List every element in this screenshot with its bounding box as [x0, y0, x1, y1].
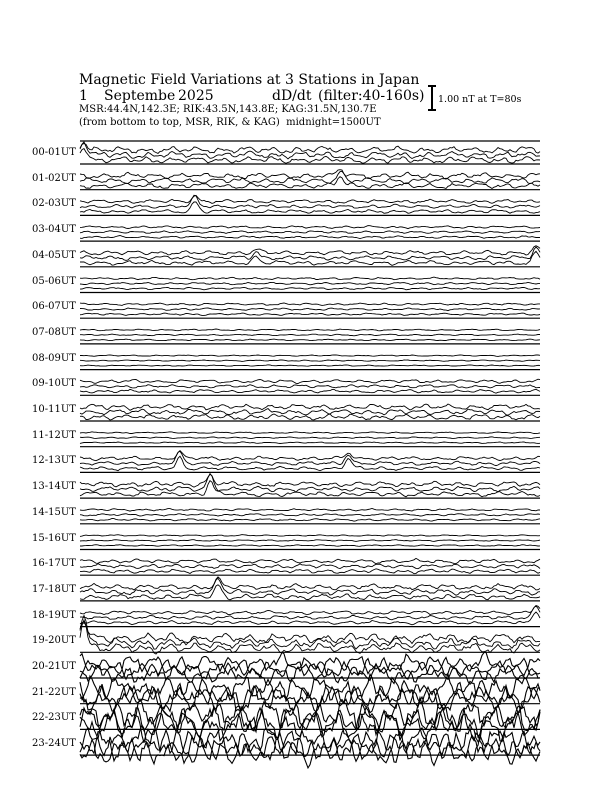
row-label-7: 07-08UT: [32, 326, 76, 338]
trace-KAG-row-14: [80, 509, 540, 512]
trace-KAG-row-8: [80, 355, 540, 357]
row-label-14: 14-15UT: [32, 506, 76, 518]
trace-MSR-row-9: [80, 389, 540, 393]
date-day: 1: [79, 88, 88, 104]
trace-RIK-row-3: [80, 231, 540, 234]
trace-KAG-row-16: [80, 558, 540, 563]
row-label-6: 06-07UT: [32, 301, 76, 313]
row-label-9: 09-10UT: [32, 378, 76, 390]
row-label-20: 20-21UT: [32, 661, 76, 672]
row-label-11: 11-12UT: [32, 429, 76, 441]
trace-RIK-row-9: [80, 385, 540, 388]
date-year: 2025: [178, 88, 214, 104]
trace-KAG-row-0: [80, 144, 540, 154]
row-label-4: 04-05UT: [32, 249, 76, 261]
row-label-5: 05-06UT: [32, 275, 76, 287]
trace-MSR-row-15: [80, 545, 540, 547]
row-label-8: 08-09UT: [32, 352, 76, 364]
trace-MSR-row-16: [80, 569, 540, 574]
trace-RIK-row-15: [80, 540, 540, 542]
order-note: (from bottom to top, MSR, RIK, & KAG): [79, 117, 280, 128]
trace-RIK-row-10: [80, 409, 540, 416]
trace-RIK-row-11: [80, 437, 540, 439]
row-label-15: 15-16UT: [32, 532, 76, 544]
trace-KAG-row-12: [80, 451, 540, 461]
trace-KAG-row-17: [80, 577, 540, 590]
trace-MSR-row-5: [80, 287, 540, 290]
station-coordinates: MSR:44.4N,142.3E; RIK:43.5N,143.8E; KAG:31.5N,130.7E: [79, 104, 377, 115]
row-label-1: 01-02UT: [32, 172, 76, 184]
trace-MSR-row-10: [80, 414, 540, 420]
midnight-note: midnight=1500UT: [286, 117, 381, 128]
scale-label: 1.00 nT at T=80s: [438, 94, 522, 105]
trace-KAG-row-3: [80, 226, 540, 229]
trace-RIK-row-16: [80, 564, 540, 569]
trace-MSR-row-11: [80, 442, 540, 444]
trace-RIK-row-7: [80, 334, 540, 336]
row-label-10: 10-11UT: [32, 404, 76, 415]
trace-KAG-row-5: [80, 277, 540, 280]
trace-KAG-row-13: [80, 474, 540, 487]
trace-KAG-row-11: [80, 432, 540, 434]
row-label-3: 03-04UT: [32, 224, 76, 236]
trace-RIK-row-14: [80, 514, 540, 516]
trace-KAG-row-2: [80, 195, 540, 203]
trace-KAG-row-15: [80, 535, 540, 537]
row-label-16: 16-17UT: [32, 558, 76, 570]
chart-title: Magnetic Field Variations at 3 Stations in Japan: [79, 72, 420, 88]
quantity-label: dD/dt: [272, 88, 312, 104]
filter-label: (filter:40-160s): [318, 88, 425, 104]
row-label-17: 17-18UT: [32, 583, 76, 595]
row-label-13: 13-14UT: [32, 481, 76, 493]
trace-MSR-row-6: [80, 313, 540, 315]
trace-RIK-row-19: [80, 616, 540, 650]
trace-RIK-row-6: [80, 308, 540, 311]
row-label-21: 21-22UT: [32, 686, 76, 698]
date-month: Septembe: [104, 88, 176, 104]
trace-MSR-row-13: [80, 481, 540, 497]
row-label-0: 00-01UT: [32, 147, 76, 158]
trace-MSR-row-19: [80, 620, 540, 654]
trace-RIK-row-8: [80, 360, 540, 361]
trace-RIK-row-5: [80, 282, 540, 284]
trace-KAG-row-6: [80, 303, 540, 305]
trace-MSR-row-0: [80, 149, 540, 164]
trace-RIK-row-17: [80, 578, 540, 595]
row-label-23: 23-24UT: [32, 738, 76, 750]
row-label-12: 12-13UT: [32, 455, 76, 467]
trace-MSR-row-14: [80, 519, 540, 522]
trace-KAG-row-4: [80, 246, 540, 255]
trace-KAG-row-9: [80, 379, 540, 383]
trace-MSR-row-8: [80, 365, 540, 366]
trace-MSR-row-3: [80, 236, 540, 239]
trace-KAG-row-1: [80, 170, 540, 179]
row-label-22: 22-23UT: [32, 712, 76, 724]
row-label-18: 18-19UT: [32, 609, 76, 621]
trace-KAG-row-19: [80, 622, 540, 644]
row-label-19: 19-20UT: [32, 635, 76, 647]
trace-KAG-row-7: [80, 329, 540, 331]
trace-KAG-row-18: [80, 606, 540, 615]
row-label-2: 02-03UT: [32, 198, 76, 210]
trace-MSR-row-7: [80, 339, 540, 341]
